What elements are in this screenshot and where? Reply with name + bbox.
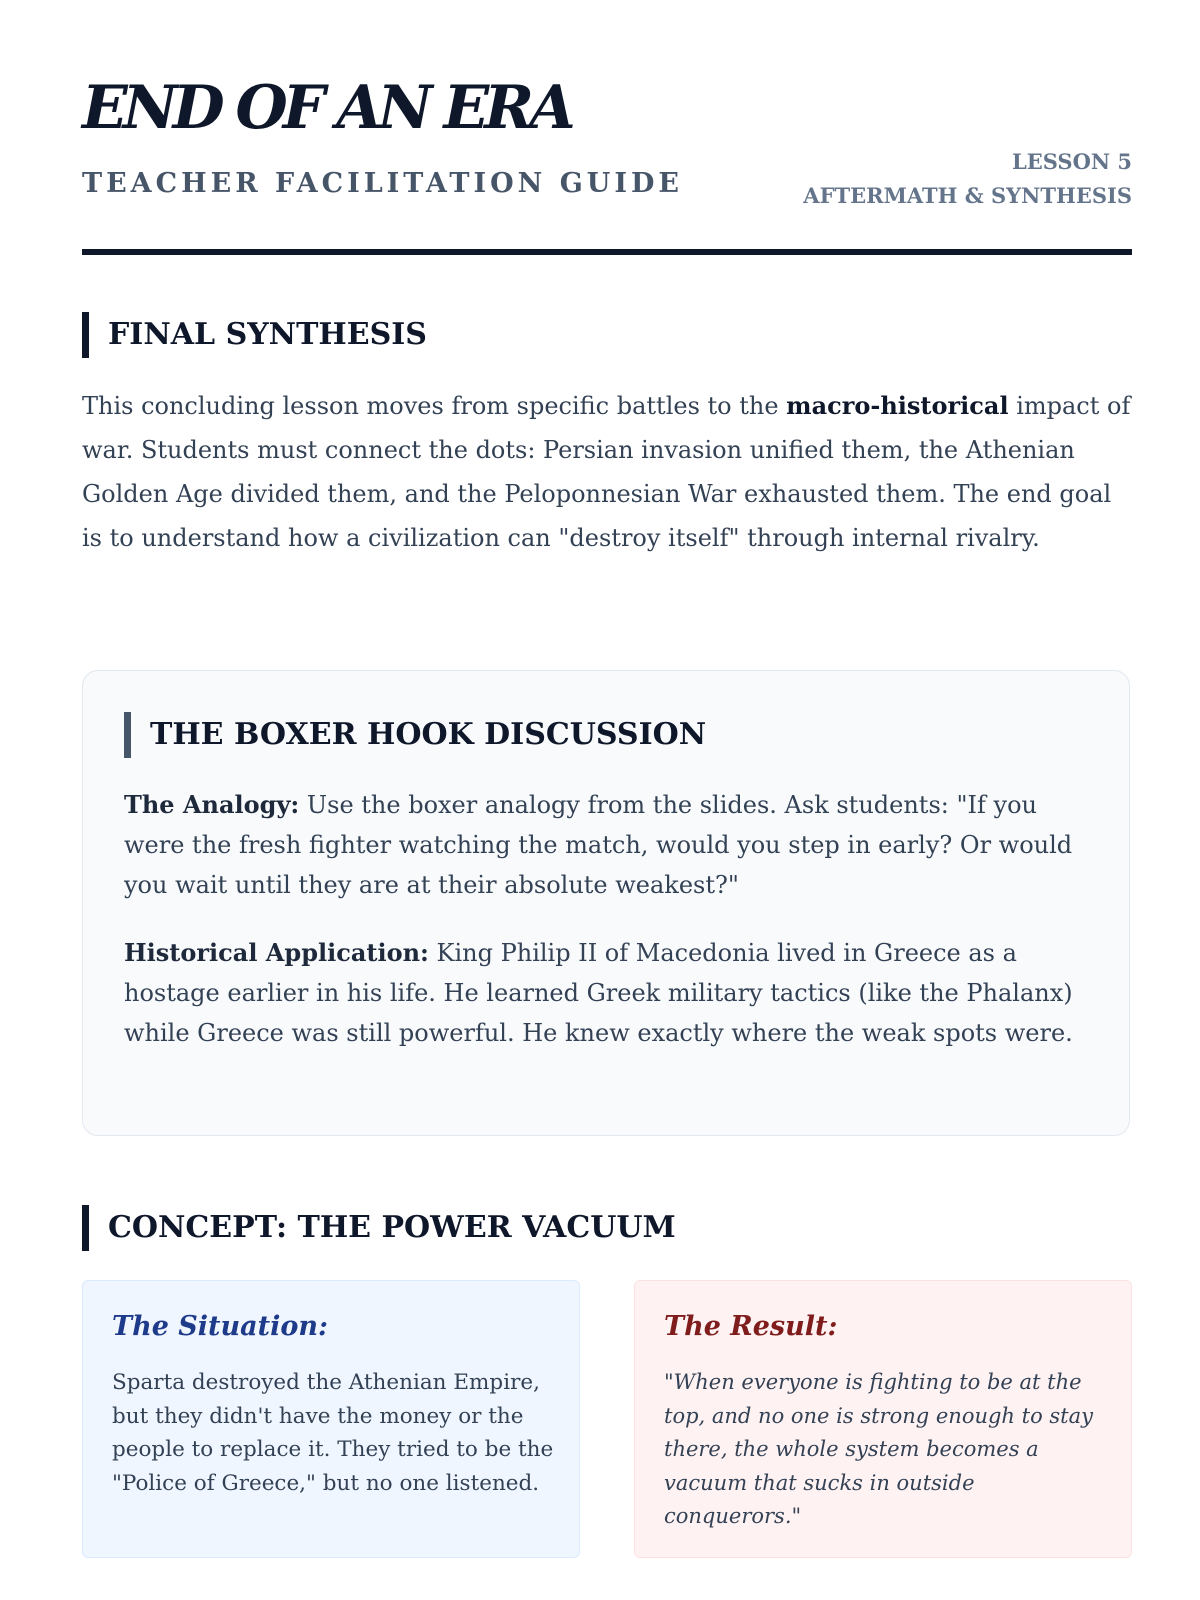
boxer-hook-heading: THE BOXER HOOK DISCUSSION	[124, 712, 706, 758]
intro-text-start: This concluding lesson moves from specific battles to the	[82, 392, 787, 420]
lesson-meta	[803, 145, 1132, 213]
lesson-topic: AFTERMATH & SYNTHESIS	[803, 183, 1132, 208]
boxer-hook-panel	[82, 670, 1130, 1136]
power-vacuum-heading: CONCEPT: THE POWER VACUUM	[82, 1205, 676, 1251]
result-title: The Result:	[664, 1311, 838, 1342]
analogy-text: Use the boxer analogy from the slides. Ask students: "If you were the fresh fighter watching the match, would you step in early? Or would you wait until they are at their absolute weakest?"	[124, 791, 1073, 899]
application-paragraph	[124, 933, 1094, 1053]
analogy-paragraph	[124, 785, 1094, 905]
header-divider	[82, 249, 1132, 255]
intro-emphasis: macro-historical	[786, 391, 1009, 420]
situation-title: The Situation:	[112, 1311, 328, 1342]
analogy-label: The Analogy:	[124, 790, 300, 819]
final-synthesis-heading: FINAL SYNTHESIS	[82, 312, 427, 358]
guide-page	[82, 0, 1132, 1528]
intro-text-end: impact of war. Students must connect the dots: Persian invasion unified them, the Athenian Golden Age divided them, and the Peloponnesian War exhausted them. The end goal is to understand how a civilization can "destroy itself" through internal rivalry.	[82, 392, 1131, 552]
page-subtitle: TEACHER FACILITATION GUIDE	[82, 168, 683, 199]
situation-card	[82, 1280, 580, 1558]
situation-text: Sparta destroyed the Athenian Empire, but they didn't have the money or the people to replace it. They tried to be the "Police of Greece," but no one listened.	[112, 1370, 554, 1496]
application-label: Historical Application:	[124, 938, 429, 967]
result-card	[634, 1280, 1132, 1558]
page-header	[82, 0, 1132, 258]
application-text: King Philip II of Macedonia lived in Greece as a hostage earlier in his life. He learned Greek military tactics (like the Phalanx) while Greece was still powerful. He knew exactly where the weak spots were.	[124, 939, 1073, 1047]
lesson-number: LESSON 5	[1011, 149, 1132, 174]
page-title: END OF AN ERA	[82, 73, 571, 143]
final-synthesis-intro	[82, 384, 1132, 560]
result-text: "When everyone is fighting to be at the top, and no one is strong enough to stay there, the whole system becomes a vacuum that sucks in outside conquerors."	[664, 1370, 1093, 1528]
